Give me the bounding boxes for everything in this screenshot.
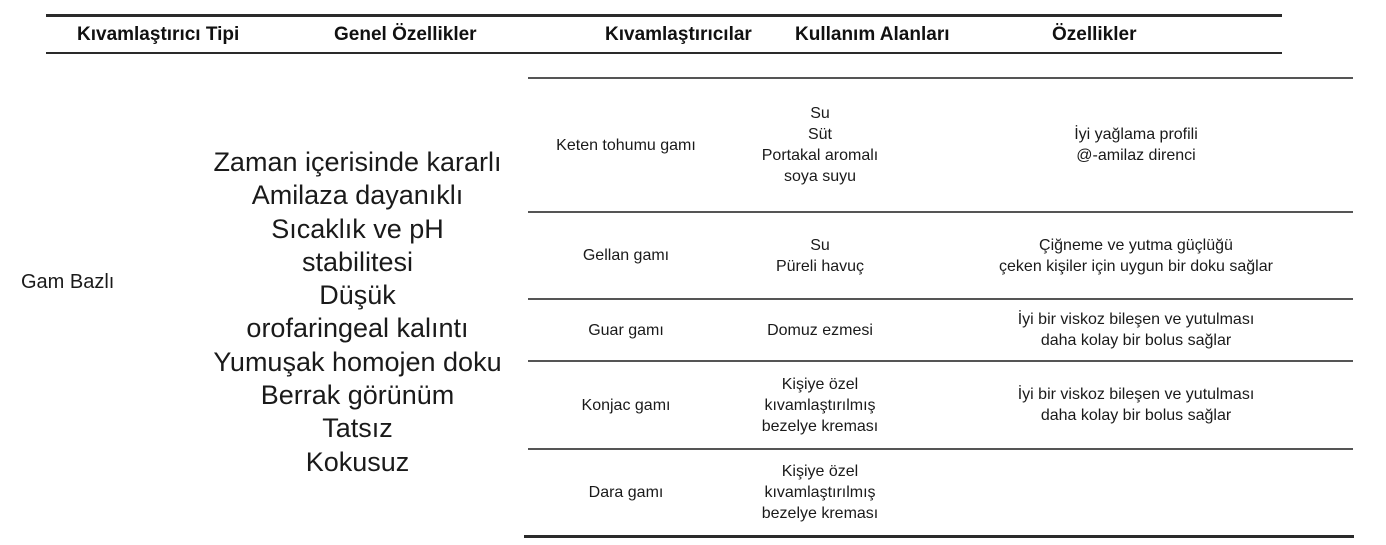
table-row-1-features bbox=[918, 79, 1354, 211]
table-row-1-usage bbox=[722, 79, 918, 211]
header-bottom-rule bbox=[46, 52, 1282, 54]
table-row-1-name bbox=[530, 79, 722, 211]
feature-line: daha kolay bir bolus sağlar bbox=[1040, 407, 1232, 424]
table-row-2-usage bbox=[722, 213, 918, 298]
feature-line: Çiğneme ve yutma güçlüğü bbox=[1039, 236, 1233, 254]
table-row-4-features bbox=[918, 362, 1354, 448]
usage-line: Süt bbox=[807, 126, 832, 143]
table-row-3-usage bbox=[722, 300, 918, 360]
general-property: Yumuşak homojen doku bbox=[213, 346, 502, 377]
usage-line: Su bbox=[810, 236, 830, 254]
feature-line: çeken kişiler için uygun bir doku sağlar bbox=[999, 257, 1273, 275]
table-row-5-usage bbox=[722, 450, 918, 535]
feature-line: İyi yağlama profili bbox=[1074, 126, 1198, 143]
table-row-2-features bbox=[918, 213, 1354, 298]
usage-line: Domuz ezmesi bbox=[767, 321, 873, 339]
thickener-name: Keten tohumu gamı bbox=[556, 136, 696, 154]
table-row-4-usage bbox=[722, 362, 918, 448]
general-property: stabilitesi bbox=[301, 246, 414, 277]
usage-line: Püreli havuç bbox=[775, 257, 865, 275]
table-bottom-rule bbox=[524, 535, 1354, 538]
usage-line: Kişiye özel bbox=[781, 463, 859, 480]
thickener-name: Guar gamı bbox=[588, 321, 664, 339]
feature-line: daha kolay bir bolus sağlar bbox=[1040, 332, 1232, 349]
usage-line: bezelye kreması bbox=[761, 505, 879, 522]
general-property: Tatsız bbox=[322, 413, 393, 444]
general-property: Düşük bbox=[319, 280, 396, 311]
usage-line: soya suyu bbox=[783, 168, 857, 185]
general-property: Zaman içerisinde kararlı bbox=[213, 147, 502, 177]
usage-line: Portakal aromalı bbox=[761, 147, 879, 164]
header-features: Özellikler bbox=[1052, 24, 1137, 45]
table-row-2-name bbox=[530, 213, 722, 298]
usage-line: kıvamlaştırılmış bbox=[764, 484, 876, 501]
header-thickeners: Kıvamlaştırıcılar bbox=[605, 24, 752, 45]
general-property: orofaringeal kalıntı bbox=[246, 313, 469, 344]
feature-line: @-amilaz direnci bbox=[1076, 147, 1196, 164]
general-properties bbox=[190, 146, 525, 479]
type-label: Gam Bazlı bbox=[21, 271, 115, 293]
general-property: Sıcaklık ve pH bbox=[271, 213, 444, 244]
table-row-4-name bbox=[530, 362, 722, 448]
feature-line: İyi bir viskoz bileşen ve yutulması bbox=[1017, 311, 1255, 328]
usage-line: Su bbox=[810, 105, 830, 122]
thickener-name: Gellan gamı bbox=[582, 247, 670, 264]
header-general: Genel Özellikler bbox=[334, 24, 477, 45]
thickener-name: Dara gamı bbox=[588, 484, 664, 501]
table-row-3-name bbox=[530, 300, 722, 360]
usage-line: kıvamlaştırılmış bbox=[764, 396, 876, 414]
table-top-rule bbox=[46, 14, 1282, 17]
usage-line: Kişiye özel bbox=[781, 375, 859, 393]
usage-line: bezelye kreması bbox=[761, 417, 879, 435]
table-row-3-features bbox=[918, 300, 1354, 360]
header-usage: Kullanım Alanları bbox=[795, 24, 950, 45]
general-property: Kokusuz bbox=[305, 446, 410, 477]
table-row-5-features bbox=[918, 450, 1354, 535]
thickener-name: Konjac gamı bbox=[581, 396, 671, 414]
feature-line: İyi bir viskoz bileşen ve yutulması bbox=[1017, 386, 1255, 403]
general-property: Berrak görünüm bbox=[260, 380, 455, 411]
general-property: Amilaza dayanıklı bbox=[251, 180, 464, 211]
table-row-5-name bbox=[530, 450, 722, 535]
header-type: Kıvamlaştırıcı Tipi bbox=[77, 24, 240, 45]
